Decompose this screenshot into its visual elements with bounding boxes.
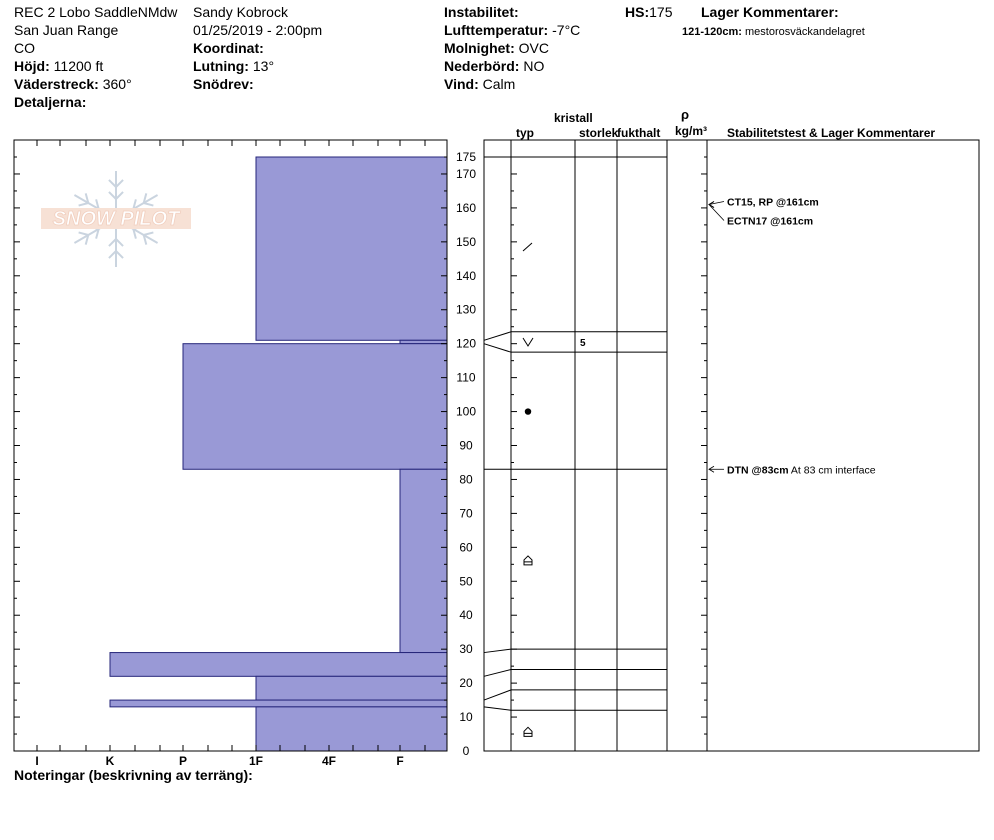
notes-label: Noteringar (beskrivning av terräng):: [14, 767, 253, 783]
depth-tick-label: 150: [455, 234, 477, 249]
hardness-tick-label: P: [178, 754, 188, 768]
depth-tick-label: 30: [459, 642, 473, 657]
hardness-bar: [400, 340, 447, 343]
hardness-bar: [110, 700, 447, 707]
grain-symbol: [523, 243, 532, 251]
depth-tick-label: 0: [462, 744, 470, 758]
hs-label: HS:: [625, 4, 650, 20]
details-label: Detaljerna:: [14, 94, 87, 110]
elevation-label: Höjd:: [14, 58, 50, 74]
hardness-bar: [256, 707, 447, 751]
coord-label: Koordinat:: [193, 40, 264, 56]
elevation-value: 11200 ft: [53, 58, 104, 74]
logo-branch: [144, 232, 154, 235]
test-pointer: [709, 205, 724, 221]
logo-branch: [109, 192, 116, 199]
observer-name: Sandy Kobrock: [193, 4, 288, 20]
precip-value: NO: [523, 58, 545, 74]
grain-symbol: [524, 556, 532, 565]
drift-label: Snödrev:: [193, 76, 254, 92]
aspect-value: 360°: [102, 76, 132, 92]
depth-tick-label: 130: [455, 302, 477, 317]
logo-branch: [109, 251, 116, 258]
hardness-bar: [400, 469, 447, 652]
layer-comments-label: Lager Kommentarer:: [701, 4, 839, 20]
state-name: CO: [14, 40, 35, 56]
logo-text: SNOW PILOT: [52, 208, 180, 230]
airtemp-label: Lufttemperatur:: [444, 22, 549, 38]
hardness-bar: [256, 676, 447, 700]
logo-branch: [109, 180, 116, 187]
slope-label: Lutning:: [193, 58, 249, 74]
precip-label: Nederbörd:: [444, 58, 520, 74]
depth-tick-label: 160: [455, 200, 477, 215]
logo-branch: [116, 239, 123, 246]
hardness-bar: [183, 344, 447, 470]
sky-value: OVC: [518, 40, 549, 56]
depth-tick-label: 90: [459, 438, 473, 453]
stability-test-label: ECTN17 @161cm: [727, 215, 814, 228]
depth-tick-label: 170: [455, 166, 477, 181]
depth-tick-label: 70: [459, 506, 473, 521]
sky-label: Molnighet:: [444, 40, 515, 56]
logo-branch: [79, 232, 89, 235]
depth-tick-label: 50: [459, 574, 473, 589]
depth-tick-label: 40: [459, 608, 473, 623]
hardness-bar: [256, 157, 447, 340]
layer-comment-text: mestorosväckandelagret: [745, 26, 865, 38]
col-density-unit: kg/m³: [675, 124, 708, 138]
depth-tick-label: 175: [455, 150, 477, 164]
depth-tick-label: 20: [459, 676, 473, 691]
slope-value: 13°: [252, 58, 275, 74]
col-moisture: fukthalt: [617, 126, 661, 140]
instability-label: Instabilitet:: [444, 4, 519, 20]
hardness-tick-label: 1F: [248, 754, 264, 768]
grain-symbol: [523, 338, 533, 346]
depth-tick-label: 100: [455, 404, 477, 419]
grain-size-label: 5: [580, 337, 586, 349]
range-name: San Juan Range: [14, 22, 119, 38]
depth-tick-label: 110: [456, 370, 476, 385]
depth-tick-label: 140: [455, 268, 477, 283]
hardness-bar: [110, 653, 447, 677]
hardness-tick-label: F: [396, 754, 404, 768]
grain-symbol: [524, 727, 532, 736]
stability-test-label: CT15, RP @161cm: [727, 196, 819, 209]
hardness-tick-label: K: [105, 754, 115, 768]
hs-value: 175: [649, 4, 673, 20]
airtemp-value: -7°C: [552, 22, 581, 38]
col-size: storlek: [579, 126, 619, 140]
logo-branch: [116, 180, 123, 187]
logo-branch: [144, 203, 154, 206]
depth-tick-label: 10: [459, 710, 473, 725]
logo-branch: [79, 203, 89, 206]
location-name: REC 2 Lobo SaddleNMdw: [14, 4, 178, 20]
logo-branch: [109, 239, 116, 246]
logo-branch: [116, 192, 123, 199]
wind-value: Calm: [482, 76, 516, 92]
col-stability: Stabilitetstest & Lager Kommentarer: [727, 126, 936, 140]
depth-tick-label: 80: [459, 472, 473, 487]
snowflake-logo-icon: [41, 171, 191, 267]
col-crystal: kristall: [554, 111, 593, 125]
col-rho: ρ: [681, 107, 690, 122]
hardness-tick-label: 4F: [321, 754, 337, 768]
aspect-label: Väderstreck:: [14, 76, 99, 92]
observation-datetime: 01/25/2019 - 2:00pm: [193, 22, 323, 38]
grain-symbol: [525, 408, 531, 414]
layer-comment-range: 121-120cm:: [682, 26, 742, 38]
stability-test-label: DTN @83cm At 83 cm interface: [727, 464, 876, 477]
depth-tick-label: 60: [459, 540, 473, 555]
hardness-tick-label: I: [35, 754, 39, 768]
col-type: typ: [516, 126, 534, 140]
wind-label: Vind:: [444, 76, 479, 92]
depth-tick-label: 120: [455, 336, 477, 351]
profile-table-frame: [484, 140, 979, 751]
logo-branch: [116, 251, 123, 258]
